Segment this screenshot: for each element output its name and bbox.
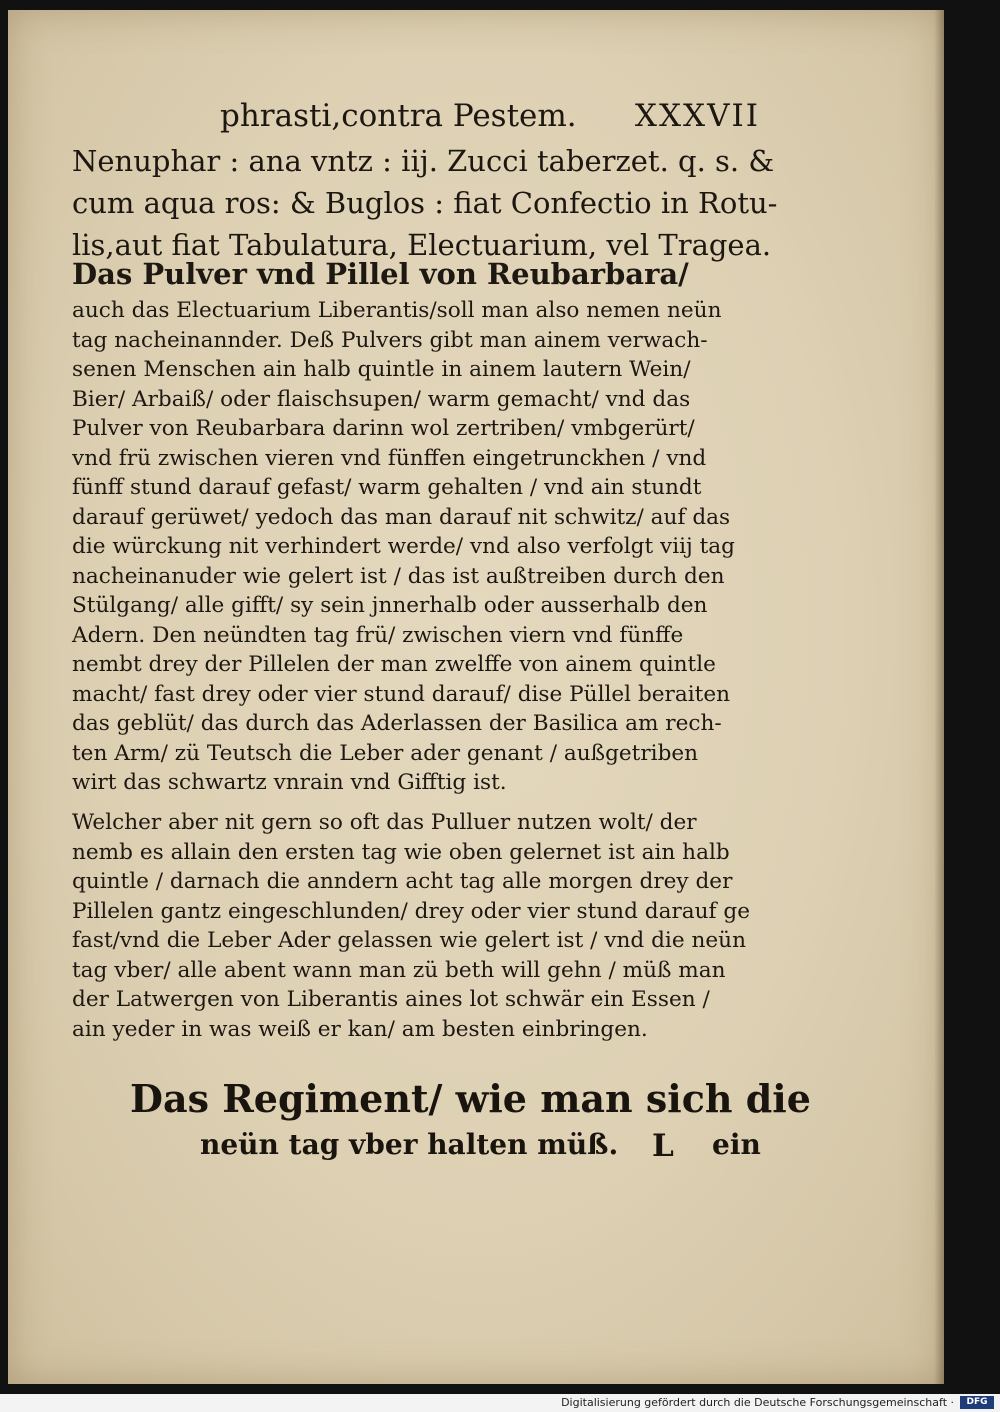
funding-credit: Digitalisierung gefördert durch die Deutsche Forschungsgemeinschaft · xyxy=(561,1396,954,1409)
text-line: quintle / darnach die anndern acht tag alle morgen drey der xyxy=(72,869,733,894)
folio-number: XXXVII xyxy=(634,98,760,134)
text-line: das geblüt/ das durch das Aderlassen der Basilica am rech- xyxy=(72,711,722,736)
text-line: die würckung nit verhindert werde/ vnd also verfolgt viij tag xyxy=(72,534,735,559)
text-line: der Latwergen von Liberantis aines lot schwär ein Essen / xyxy=(72,987,710,1012)
text-line: tag vber/ alle abent wann man zü beth will gehn / müß man xyxy=(72,957,726,983)
text-line: senen Menschen ain halb quintle in ainem lautern Wein/ xyxy=(72,357,691,382)
paragraph-1-opening-line: Das Pulver vnd Pillel von Reubarbara/ xyxy=(72,257,689,291)
text-line: ain yeder in was weiß er kan/ am besten einbringen. xyxy=(72,1016,648,1042)
text-line: tag nacheinannder. Deß Pulvers gibt man ainem verwach- xyxy=(72,327,708,353)
latin-recipe-block xyxy=(72,140,778,266)
text-line: fast/vnd die Leber Ader gelassen wie gelert ist / vnd die neün xyxy=(72,928,746,953)
text-line: macht/ fast drey oder vier stund darauf/ dise Püllel beraiten xyxy=(72,681,731,707)
text-line: Bier/ Arbaiß/ oder flaischsupen/ warm gemacht/ vnd das xyxy=(72,386,691,412)
section-heading: Das Regiment/ wie man sich die xyxy=(130,1076,811,1121)
latin-line: Nenuphar : ana vntz : iij. Zucci taberzet. q. s. & xyxy=(72,144,775,178)
text-line: Pillelen gantz eingeschlunden/ drey oder vier stund darauf ge xyxy=(72,898,751,924)
text-line: darauf gerüwet/ yedoch das man darauf nit schwitz/ auf das xyxy=(72,504,731,530)
text-line: Pulver von Reubarbara darinn wol zertriben/ vmbgerürt/ xyxy=(72,416,695,441)
paragraph-2 xyxy=(72,808,762,1044)
text-line: nembt drey der Pillelen der man zwelffe von ainem quintle xyxy=(72,652,716,677)
paragraph-1 xyxy=(72,252,762,798)
catchword: ein xyxy=(712,1128,761,1161)
text-line: auch das Electuarium Liberantis/soll man also nemen neün xyxy=(72,298,722,323)
latin-line: lis,aut fiat Tabulatura, Electuarium, vel Tragea. xyxy=(72,228,772,262)
signature-mark: L xyxy=(652,1128,674,1164)
text-line: nacheinanuder wie gelert ist / das ist außtreiben durch den xyxy=(72,563,725,589)
text-line: wirt das schwartz vnrain vnd Gifftig ist. xyxy=(72,770,507,795)
text-line: ten Arm/ zü Teutsch die Leber ader genant / außgetriben xyxy=(72,740,699,766)
text-line: vnd frü zwischen vieren vnd fünffen eingetrunckhen / vnd xyxy=(72,445,707,471)
text-line: nemb es allain den ersten tag wie oben gelernet ist ain halb xyxy=(72,839,730,865)
page-edge-shadow xyxy=(934,10,944,1384)
text-line: Adern. Den neündten tag frü/ zwischen viern vnd fünffe xyxy=(72,622,684,648)
dfg-logo-icon: DFG xyxy=(960,1396,994,1409)
text-line: Welcher aber nit gern so oft das Pulluer nutzen wolt/ der xyxy=(72,810,697,835)
running-title: phrasti,contra Pestem. xyxy=(220,98,577,134)
text-line: fünff stund darauf gefast/ warm gehalten / vnd ain stundt xyxy=(72,475,702,500)
latin-line: cum aqua ros: & Buglos : fiat Confectio in Rotu- xyxy=(72,186,778,220)
section-subheading: neün tag vber halten müß. xyxy=(200,1128,619,1161)
digitization-footer xyxy=(0,1394,1000,1412)
text-line: Stülgang/ alle gifft/ sy sein jnnerhalb oder ausserhalb den xyxy=(72,593,708,618)
